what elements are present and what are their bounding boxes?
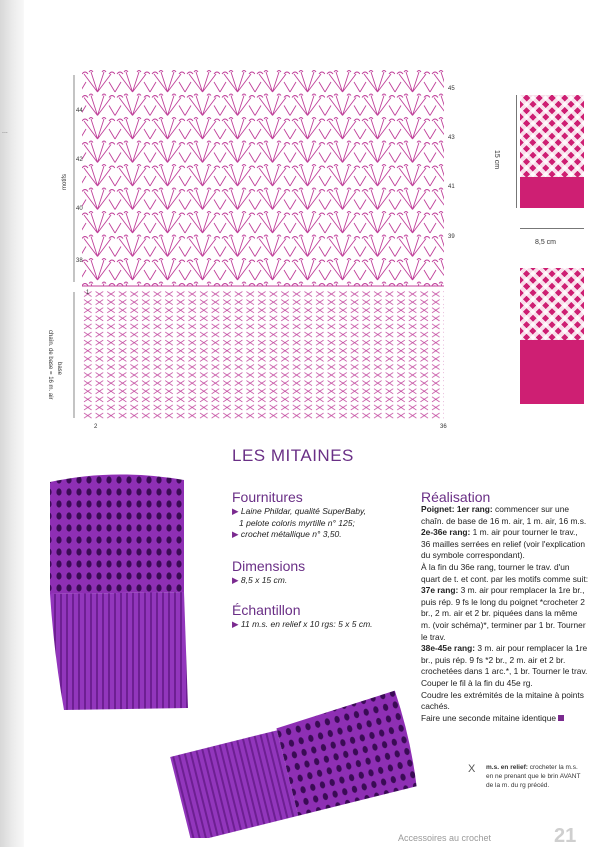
instruction-text: 3 m. air pour remplacer la 1re br., puis rép. 9 fs le long du poignet *crocheter 2 br., 2 m. air et 2 br. piquées dans la même m. (voir schéma)*, terminer par 1 br. Tourner le trav.: [421, 585, 586, 642]
mitten-photo-1: [44, 474, 194, 712]
row-number-left: 40: [76, 206, 83, 212]
height-dimension-line: [516, 95, 517, 208]
row-number-left: 1: [86, 290, 90, 296]
row-number-left: 44: [76, 108, 83, 114]
row-number-left: 38: [76, 258, 83, 264]
row-number-left: 2: [94, 424, 98, 430]
swatch-back: [520, 268, 584, 404]
echantillon-list: ▶ 11 m.s. en relief x 10 rgs: 5 x 5 cm.: [232, 619, 373, 629]
instruction-step-label: 2e-36e rang:: [421, 527, 471, 538]
legend-title: m.s. en relief:: [486, 764, 528, 771]
legend-text: [486, 763, 582, 790]
instruction-text: 3 m. air pour remplacer la 1re br., puis rép. 9 fs *2 br., 2 m. air et 2 br. crochetées dans 1 arc.*, 1 br. Tourner le trav.: [421, 643, 588, 677]
width-dimension-line: [520, 228, 584, 229]
instruction-step-label: 38e-45e rang:: [421, 643, 475, 654]
fournitures-item: 1 pelote coloris myrtille n° 125;: [239, 517, 355, 528]
echantillon-heading: Échantillon: [232, 602, 301, 618]
instruction-text: Couper le fil à la fin du 45e rg.: [421, 677, 533, 688]
row-number-left: 42: [76, 157, 83, 163]
page-number: 21: [554, 825, 577, 847]
mitten-photo-2: [160, 678, 420, 838]
instruction-text: À la fin du 36e rang, tourner le trav. d'un quart de t. et cont. par les motifs comme suit:: [421, 561, 589, 584]
row-number-right: 43: [448, 135, 455, 141]
chain-label: chaîn. de base = 16 m. air: [47, 330, 53, 400]
cross-stitch-icon: X: [468, 763, 476, 775]
instruction-step-label: Poignet: 1er rang:: [421, 504, 493, 514]
motif-stitch-area: [82, 70, 444, 286]
instruction-text: Coudre les extrémités de la mitaine à points cachés.: [421, 689, 584, 712]
echantillon-item: 11 m.s. en relief x 10 rgs: 5 x 5 cm.: [240, 619, 373, 629]
dimensions-list: ▶ 8,5 x 15 cm.: [232, 575, 288, 585]
row-number-right: 39: [448, 234, 455, 240]
row-number-right: 41: [448, 184, 455, 190]
legend-description: crocheter la m.s. en ne prenant que le brin AVANT de la m. du rg précéd.: [486, 764, 581, 789]
base-label: base: [56, 362, 62, 376]
base-stitch-area: [82, 290, 444, 420]
realisation-heading: Réalisation: [421, 489, 491, 505]
end-square-icon: [558, 715, 564, 721]
motifs-label: motifs: [62, 173, 68, 190]
fournitures-item: Laine Phildar, qualité SuperBaby,: [240, 506, 366, 516]
instruction-text: 1 m. air pour tourner le trav., 36 mailles serrées en relief (voir l'explication du symbole correspondant).: [421, 527, 586, 561]
dimensions-heading: Dimensions: [232, 558, 306, 574]
realisation-text: [421, 504, 589, 724]
page-title: LES MITAINES: [232, 446, 354, 465]
fournitures-list: ▶ Laine Phildar, qualité SuperBaby, 1 pelote coloris myrtille n° 125; ▶ crochet métallique n° 3,50.: [232, 506, 366, 539]
width-dimension-label: 8,5 cm: [535, 239, 557, 246]
instruction-step-label: 37e rang:: [421, 585, 459, 596]
row-number-right: 36: [440, 424, 447, 430]
footer-text: Accessoires au crochet: [398, 833, 492, 843]
instruction-text: Faire une seconde mitaine identique: [421, 712, 557, 723]
left-edge-text: ...: [2, 128, 8, 135]
fournitures-item: crochet métallique n° 3,50.: [240, 529, 342, 539]
instruction-text: commencer sur une chaîn. de base de 16 m. air, 1 m. air, 16 m.s.: [421, 504, 587, 526]
row-number-right: 45: [448, 86, 455, 92]
height-dimension-label: 15 cm: [493, 150, 500, 170]
fournitures-heading: Fournitures: [232, 489, 303, 505]
swatch-front: [520, 95, 584, 208]
dimensions-item: 8,5 x 15 cm.: [240, 575, 288, 585]
